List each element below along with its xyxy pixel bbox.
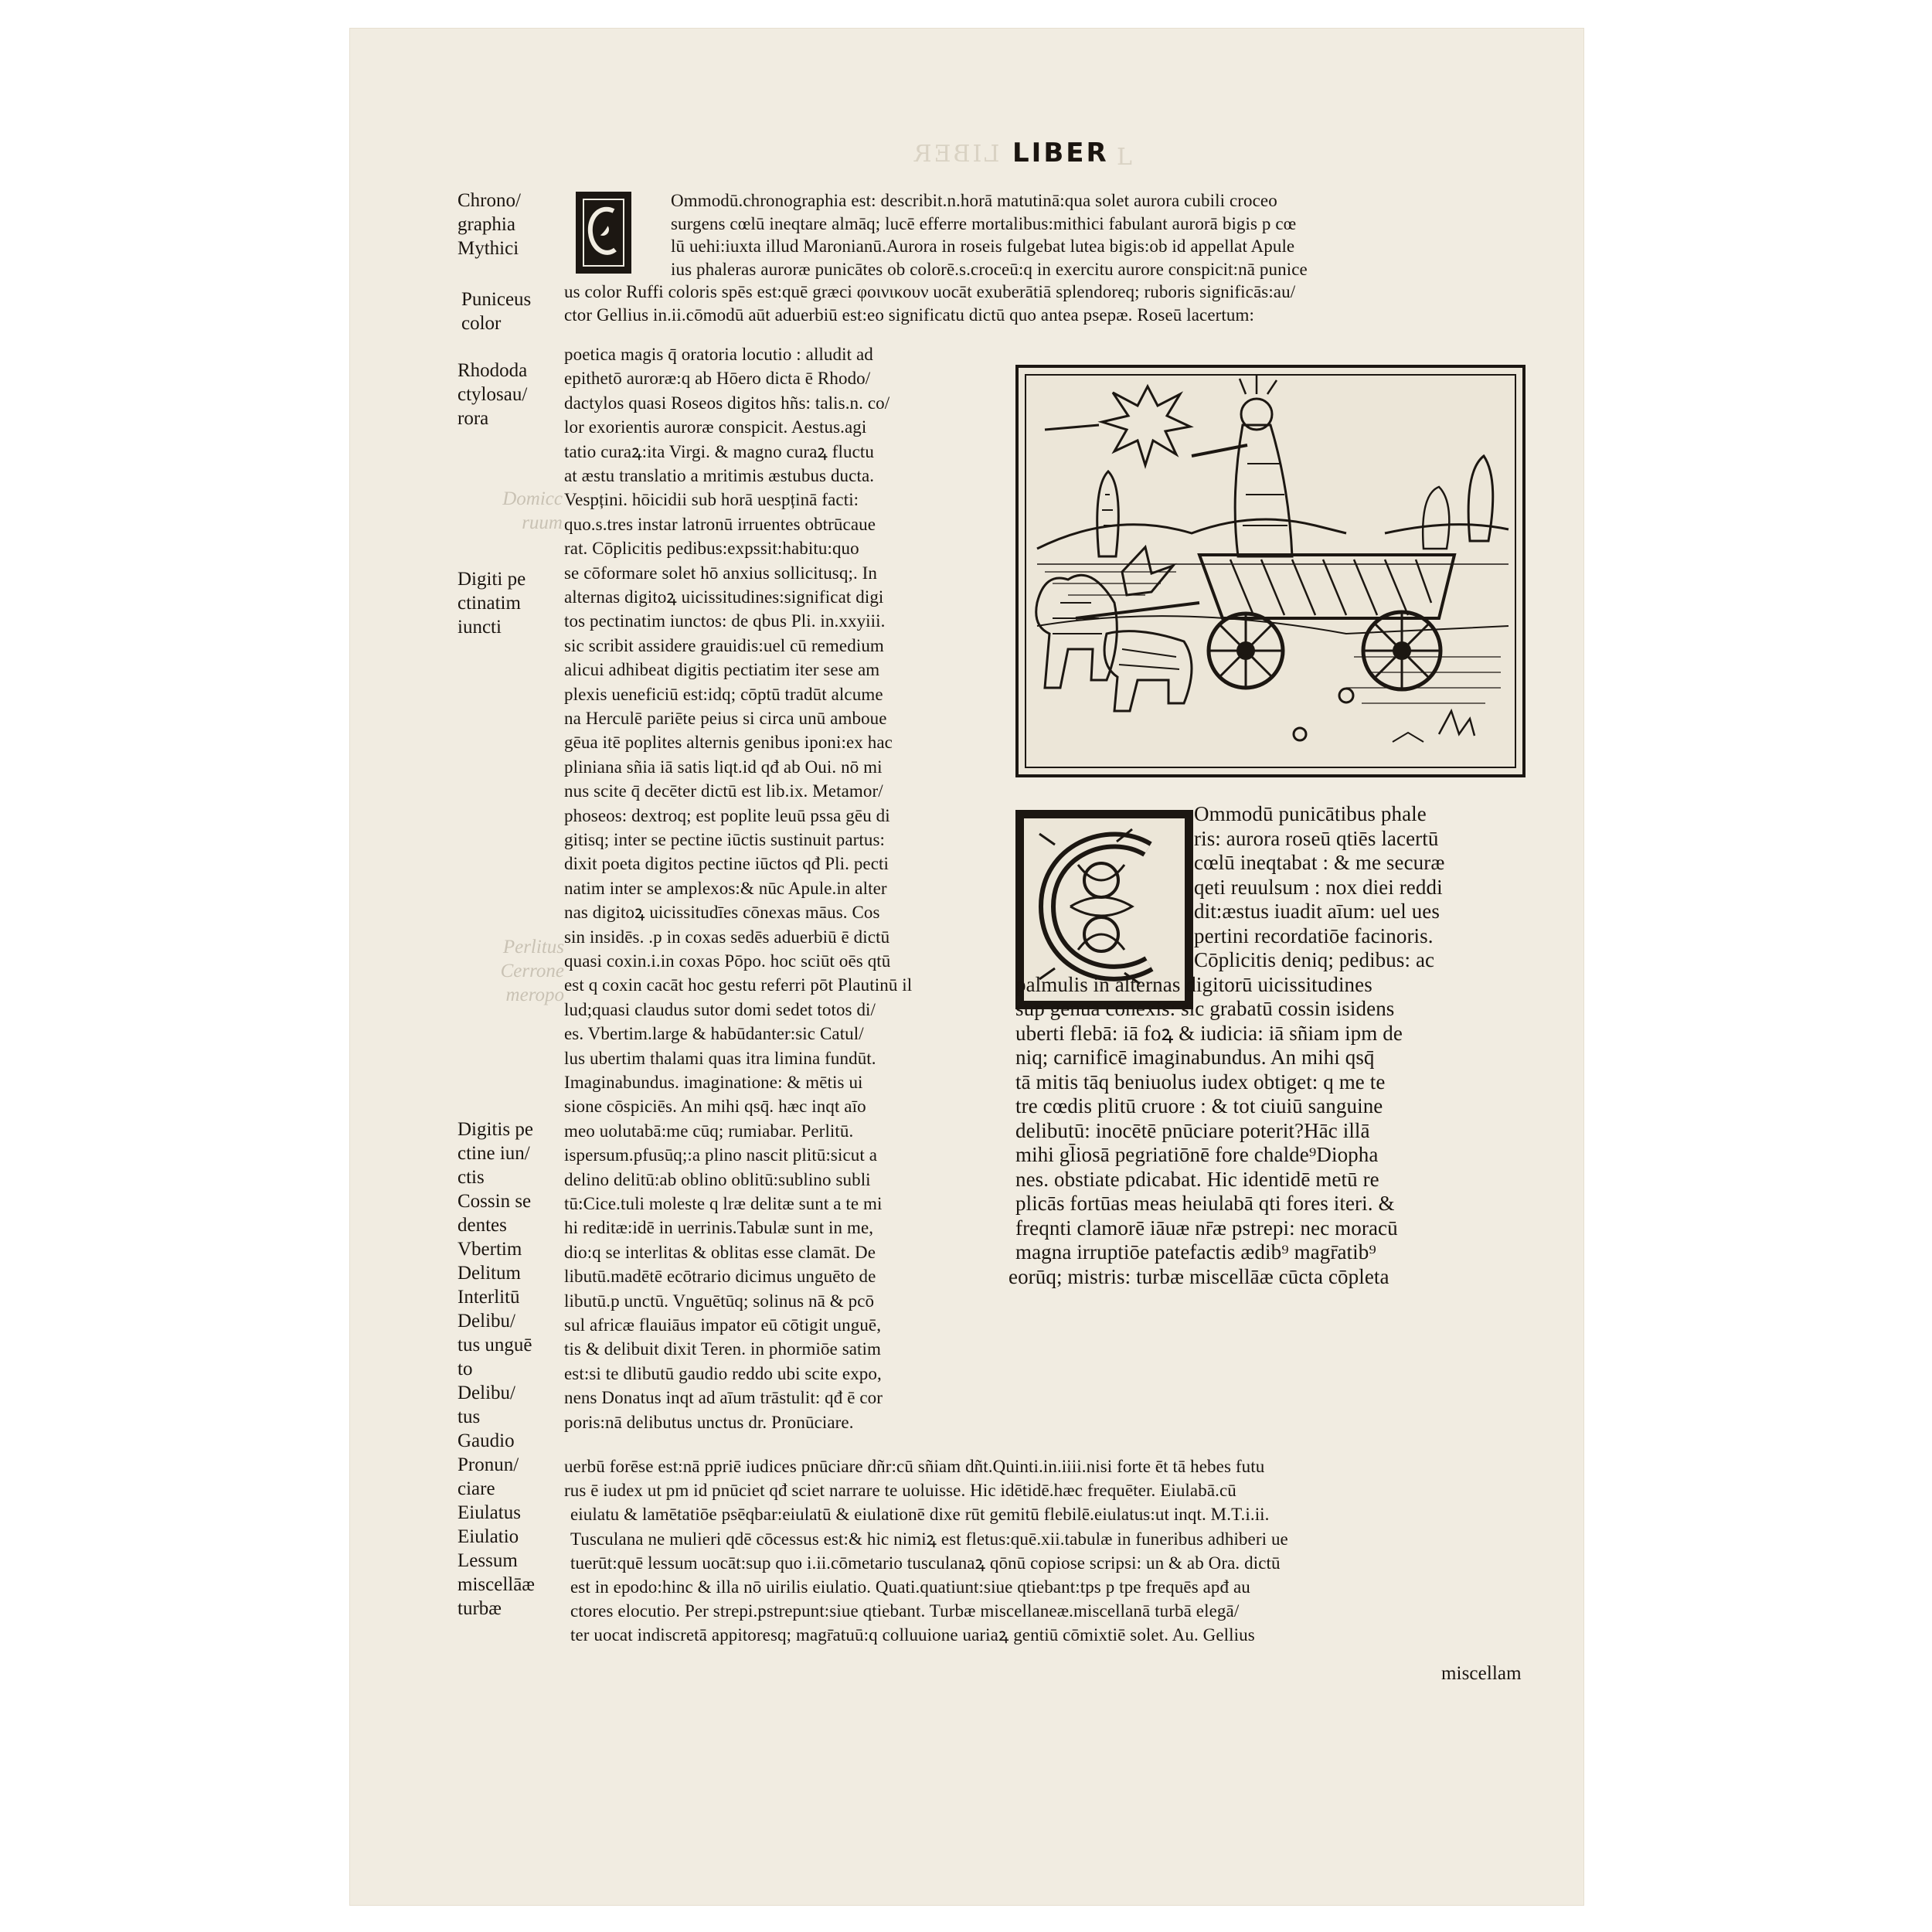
text-line: niq; carnificē imaginabundus. An mihi qsq̄ bbox=[1015, 1046, 1375, 1069]
text-line: est in epodo:hinc & illa nō uirilis eiulatio. Quati.quatiunt:siue qtiebant:tps p tpe frequēs apđ au bbox=[570, 1577, 1250, 1597]
text-line: quasi coxin.i.in coxas Pōpo. hoc sciūt oēs qtū bbox=[564, 951, 891, 971]
text-line: palmulis in alternas digitorū uicissitudines bbox=[1015, 972, 1372, 996]
text-line: epithetō auroræ:q ab Hōero dicta ē Rhodo/ bbox=[564, 369, 871, 389]
catchword: miscellam bbox=[1441, 1663, 1522, 1684]
running-head: LIBER bbox=[1012, 138, 1109, 168]
text-line: ter uocat indiscretā appitoresq; magr̄atuū:q colluuione uariaꝝ gentiū cōmixtiē solet. Au. Gellius bbox=[570, 1625, 1255, 1645]
text-line: lū uehi:iuxta illud Maronianū.Aurora in roseis fulgebat lutea bigis:ob id appellat Apule bbox=[671, 236, 1295, 256]
text-line: gēua itē poplites alternis genibus iponi:ex hac bbox=[564, 733, 893, 753]
text-line: dit:æstus iuadit aīum: uel ues bbox=[1194, 900, 1440, 923]
text-line: alternas digitoꝝ uicissitudines:significat digi bbox=[564, 587, 884, 607]
text-line: Ommodū punicātibus phale bbox=[1194, 802, 1427, 825]
text-line: nas digitoꝝ uicissitudīes cōnexas māus. Cos bbox=[564, 903, 880, 923]
text-line: natim inter se amplexos:& nūc Apule.in alter bbox=[564, 878, 887, 898]
text-line: est:si te dlibutū gaudio reddo ubi scite expo, bbox=[564, 1363, 882, 1383]
margin-note-puniceus: Puniceus color bbox=[461, 289, 532, 334]
text-line: ctores elocutio. Per strepi.pstrepunt:siue qtiebant. Turbæ miscellaneæ.miscellanā turbā elegā/ bbox=[570, 1601, 1240, 1621]
text-line: tos pectinatim iunctos: de qbus Pli. in.xxyiii. bbox=[564, 611, 886, 631]
text-line: lud;quasi claudus sutor domi sedet totos di/ bbox=[564, 999, 876, 1019]
text-line: tuerūt:quē lessum uocāt:sup quo i.ii.cōmetario tusculanaꝝ qōnū copiose scripsi: un & ab Ora. dictū bbox=[570, 1553, 1281, 1573]
margin-note-chronographia: Chrono/ graphia Mythici bbox=[457, 190, 521, 259]
text-line: dixit poeta digitos pectine iūctos qđ Pli. pecti bbox=[564, 854, 889, 874]
text-line: at æstu translatio a mritimis æstubus ducta. bbox=[564, 466, 875, 485]
text-line: libutū.p unctū. Vnguētūq; solinus nā & pcō bbox=[564, 1291, 875, 1311]
margin-note-list: Digitis pe ctine iun/ ctis Cossin se dentes Vbertim Delitum Interlitū Delibu/ tus unguē to Delibu/ tus Gaudio Pronun/ ciare Eiulatus Eiulatio Lessum miscellāæ turbæ bbox=[457, 1119, 535, 1619]
text-line: se cōformare solet hō anxius sollicitusq;. In bbox=[564, 563, 878, 583]
text-line: sic scribit assidere grauidis:uel cū remedium bbox=[564, 635, 884, 655]
text-line: rus ē iudex ut pm id pnūciet qđ sciet narrare te uoluisse. Hic idētidē.hæc frequēter. Eiulabā.cū bbox=[564, 1481, 1236, 1501]
text-line: eiulatu & lamētatiōe psēqbar:eiulatū & eiulationē dixe rūt gemitū flebilē.eiulatus:ut inqt. M.T.i.ii. bbox=[570, 1505, 1270, 1525]
text-line: uerbū forēse est:nā ppriē iudices pnūciare dñr:cū sñiam dñt.Quinti.in.iiii.nisi forte ēt tā hebes futu bbox=[564, 1457, 1265, 1476]
text-line: ctor Gellius in.ii.cōmodū aūt aduerbiū est:eo significatu dictū quo antea psepæ. Roseū lacertum: bbox=[564, 304, 1254, 325]
show-through-margin: Perlitus Cerrone meropo bbox=[500, 937, 564, 1005]
text-line: Tusculana ne mulieri qdē cōcessus est:& hic nimiꝝ est fletus:quē.xii.tabulæ in funeribus adhiberi ue bbox=[570, 1529, 1288, 1549]
text-line: ius phaleras auroræ punicātes ob colorē.s.croceū:q in exercitu aurore conspicit:nā punice bbox=[671, 259, 1308, 279]
text-line: mihi gl̄iosā pegriatiōnē fore chalde⁹Diopha bbox=[1015, 1143, 1379, 1166]
text-line: na Herculē pariēte peius si circa unū amboue bbox=[564, 709, 887, 728]
text-line: Ommodū.chronographia est: describit.n.horā matutinā:qua solet aurora cubili croceo bbox=[671, 191, 1277, 210]
text-line: delibutū: inocētē pnūciare poterit?Hāc illā bbox=[1015, 1118, 1370, 1142]
drop-cap-c bbox=[576, 192, 631, 274]
text-line: dio:q se interlitas & oblitas esse clamāt. De bbox=[564, 1242, 876, 1262]
text-line: dactylos quasi Roseos digitos hñs: talis.n. co/ bbox=[564, 393, 890, 413]
text-line: qeti reuulsum : nox diei reddi bbox=[1194, 875, 1443, 899]
aurora-chariot-woodcut-icon bbox=[1022, 371, 1519, 771]
text-line: sup genua cōnexis: sic grabatū cossin isidens bbox=[1015, 997, 1395, 1020]
show-through-text: LIBER bbox=[912, 141, 1000, 168]
text-line: plexis ueneficiū est:idq; cōptū tradūt alcume bbox=[564, 684, 883, 704]
text-line: gitisq; inter se pectine iūctis sustinuit partus: bbox=[564, 830, 886, 849]
text-line: ispersum.pfusūq;:a plino nascit plitū:sicut a bbox=[564, 1145, 878, 1165]
text-line: tis & delibuit dixit Teren. in phormiōe satim bbox=[564, 1339, 882, 1359]
text-line: phoseos: dextroq; est poplite leuū pssa gēu di bbox=[564, 805, 890, 825]
margin-note-digiti: Digiti pe ctinatim iuncti bbox=[457, 569, 526, 638]
text-line: lor exorientis auroræ conspicit. Aestus.agi bbox=[564, 417, 867, 437]
margin-note-rhododactylos: Rhododa ctylosau/ rora bbox=[457, 360, 528, 429]
text-line: tre cœdis plitū cruore : & tot ciuiū sanguine bbox=[1015, 1094, 1383, 1117]
text-line: nens Donatus inqt ad aīum trāstulit: qđ ē cor bbox=[564, 1388, 883, 1408]
text-line: Vespțini. hōicidii sub horā uespținā facti: bbox=[564, 490, 859, 510]
text-line: surgens cœlū ineqtare almāq; lucē efferre mortalibus:mithici fabulant aurorā bigis p cœ bbox=[671, 213, 1297, 233]
text-line: alicui adhibeat digitis pectiatim iter sese am bbox=[564, 660, 880, 680]
text-line: tatio curaꝝ:ita Virgi. & magno curaꝝ fluctu bbox=[564, 441, 875, 461]
text-line: poetica magis q̄ oratoria locutio : alludit ad bbox=[564, 345, 873, 364]
text-line: est q coxin cacāt hoc gestu referri pōt Plautinū il bbox=[564, 975, 913, 995]
text-line: eorūq; mistris: turbæ miscellāæ cūcta cōpleta bbox=[1009, 1264, 1389, 1288]
text-line: sin insidēs. .p in coxas sedēs aduerbiū ē dictū bbox=[564, 927, 890, 947]
text-line: magna irruptiōe patefactis ædib⁹ magr̄atib⁹ bbox=[1015, 1240, 1376, 1264]
floral-initial-ornament-icon bbox=[1024, 818, 1179, 995]
text-line: pliniana sñia iā satis liqt.id qđ ab Oui. nō mi bbox=[564, 757, 883, 777]
text-line: pertini recordatiōe facinoris. bbox=[1194, 923, 1434, 947]
text-line: Cōplicitis deniq; pedibus: ac bbox=[1194, 948, 1435, 971]
text-line: rat. Cōplicitis pedibus:expssit:habitu:quo bbox=[564, 539, 859, 559]
text-line: ris: aurora roseū qtiēs lacertū bbox=[1194, 826, 1439, 850]
text-line: cœlū ineqtabat : & me securæ bbox=[1194, 851, 1445, 874]
text-line: sione cōspiciēs. An mihi qsq̄. hæc inqt aīo bbox=[564, 1097, 866, 1117]
text-line: nus scite q̄ decēter dictū est lib.ix. Metamor/ bbox=[564, 781, 883, 801]
show-through-margin: Domicc ruum bbox=[502, 488, 563, 533]
text-line: freqnti clamorē iāuæ nr̄æ pstrepi: nec moracū bbox=[1015, 1216, 1398, 1240]
text-line: es. Vbertim.large & habūdanter:sic Catul/ bbox=[564, 1024, 864, 1044]
text-line: libutū.madētē ecōtrario dicimus unguēto de bbox=[564, 1267, 876, 1287]
text-line: tū:Cice.tuli moleste q lræ delitæ sunt a te mi bbox=[564, 1194, 883, 1213]
text-line: nes. obstiate pdicabat. Hic identidē metū re bbox=[1015, 1167, 1379, 1191]
text-line: tā mitis tāq beniuolus iudex obtiget: q me te bbox=[1015, 1070, 1386, 1094]
text-line: poris:nā delibutus unctus dr. Pronūciare. bbox=[564, 1412, 854, 1432]
text-line: quo.s.tres instar latronū irruentes obtrūcaue bbox=[564, 514, 876, 534]
text-line: hi reditæ:idē in uerrinis.Tabulæ sunt in me, bbox=[564, 1218, 874, 1238]
drop-cap-ornament-icon bbox=[584, 200, 621, 264]
text-line: uberti flebā: iā foꝝ & iudicia: iā sñiam ipm de bbox=[1015, 1021, 1403, 1045]
text-line: sul africæ flauiāus impator eū cōtigit unguē, bbox=[564, 1315, 882, 1335]
text-line: us color Ruffi coloris spēs est:quē græci φοινικουν uocāt exuberātiā splendoreq; ruboris significās:au/ bbox=[564, 282, 1296, 301]
text-line: delino delitū:ab oblino oblitū:sublino subli bbox=[564, 1169, 871, 1189]
text-line: plicās fortūas meas heiulabā qti fores iteri. & bbox=[1015, 1192, 1395, 1215]
text-line: lus ubertim thalami quas itra limina fundūt. bbox=[564, 1048, 876, 1068]
text-line: Imaginabundus. imaginatione: & mētis ui bbox=[564, 1073, 863, 1092]
woodcut-illustration bbox=[1015, 365, 1526, 777]
text-line: meo uolutabā:me cūq; rumiabar. Perlitū. bbox=[564, 1121, 854, 1141]
show-through-mark: L bbox=[1117, 144, 1132, 171]
